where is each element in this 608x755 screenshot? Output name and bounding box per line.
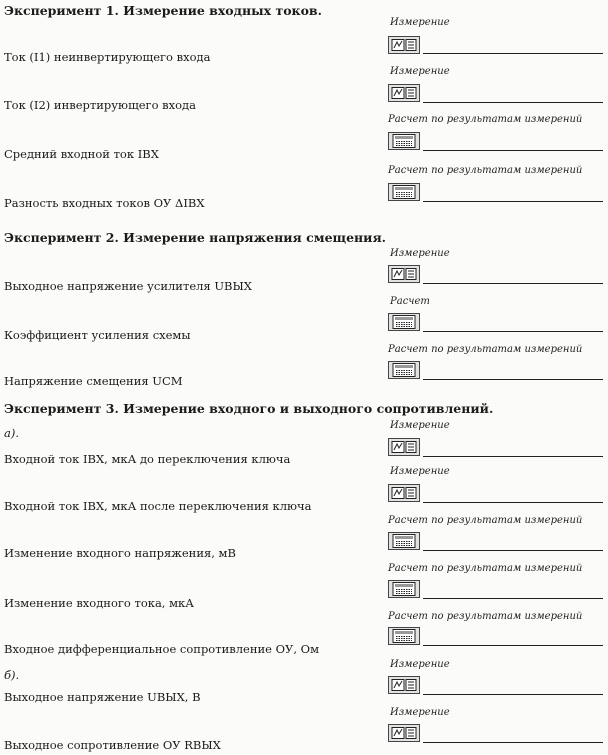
gain-input-field[interactable] bbox=[423, 331, 603, 332]
output-resistance-input-field[interactable] bbox=[423, 742, 603, 743]
output-resistance-label: Выходное сопротивление ОУ RВЫХ bbox=[4, 738, 221, 752]
calculator-icon bbox=[389, 362, 419, 378]
measure-caption: Измерение bbox=[390, 659, 450, 670]
i1-input-field[interactable] bbox=[423, 53, 603, 54]
measure-instrument-button[interactable] bbox=[388, 724, 420, 742]
calc-instrument-button[interactable] bbox=[388, 532, 420, 550]
input-current-after-label: Входной ток IВХ, мкА после переключения ключа bbox=[4, 499, 312, 513]
measure-caption: Измерение bbox=[390, 66, 450, 77]
calc-instrument-button[interactable] bbox=[388, 183, 420, 201]
calculator-icon bbox=[389, 533, 419, 549]
experiment1-title: Эксперимент 1. Измерение входных токов. bbox=[4, 3, 322, 18]
multimeter-icon bbox=[389, 266, 419, 282]
calculator-icon bbox=[389, 133, 419, 149]
calculator-icon bbox=[389, 628, 419, 644]
experiment2-title: Эксперимент 2. Измерение напряжения смещения. bbox=[4, 230, 387, 245]
calc-caption: Расчет по результатам измерений bbox=[388, 165, 583, 176]
experiment3-title: Эксперимент 3. Измерение входного и выходного сопротивлений. bbox=[4, 401, 494, 416]
i2-label: Ток (I2) инвертирующего входа bbox=[4, 98, 196, 112]
calc-caption: Расчет bbox=[390, 296, 430, 307]
calc-instrument-button[interactable] bbox=[388, 627, 420, 645]
output-voltage-label: Выходное напряжение усилителя UВЫХ bbox=[4, 279, 252, 293]
part-b-label: б). bbox=[4, 668, 20, 682]
calc-instrument-button[interactable] bbox=[388, 313, 420, 331]
calc-instrument-button[interactable] bbox=[388, 361, 420, 379]
measure-caption: Измерение bbox=[390, 248, 450, 259]
multimeter-icon bbox=[389, 485, 419, 501]
gain-label: Коэффициент усиления схемы bbox=[4, 328, 191, 342]
measure-instrument-button[interactable] bbox=[388, 84, 420, 102]
input-voltage-change-label: Изменение входного напряжения, мВ bbox=[4, 546, 236, 560]
input-current-change-label: Изменение входного тока, мкА bbox=[4, 596, 194, 610]
calc-caption: Расчет по результатам измерений bbox=[388, 515, 583, 526]
calculator-icon bbox=[389, 581, 419, 597]
calc-caption: Расчет по результатам измерений bbox=[388, 114, 583, 125]
multimeter-icon bbox=[389, 37, 419, 53]
multimeter-icon bbox=[389, 677, 419, 693]
measure-caption: Измерение bbox=[390, 420, 450, 431]
diff-resistance-input-field[interactable] bbox=[423, 645, 603, 646]
measure-instrument-button[interactable] bbox=[388, 265, 420, 283]
measure-caption: Измерение bbox=[390, 707, 450, 718]
input-current-change-input-field[interactable] bbox=[423, 598, 603, 599]
measure-caption: Измерение bbox=[390, 17, 450, 28]
offset-voltage-input-field[interactable] bbox=[423, 379, 603, 380]
multimeter-icon bbox=[389, 439, 419, 455]
multimeter-icon bbox=[389, 725, 419, 741]
calculator-icon bbox=[389, 314, 419, 330]
calc-caption: Расчет по результатам измерений bbox=[388, 563, 583, 574]
input-voltage-change-input-field[interactable] bbox=[423, 550, 603, 551]
output-voltage-b-label: Выходное напряжение UВЫХ, В bbox=[4, 690, 201, 704]
i1-label: Ток (I1) неинвертирующего входа bbox=[4, 50, 211, 64]
current-diff-input-field[interactable] bbox=[423, 201, 603, 202]
calc-caption: Расчет по результатам измерений bbox=[388, 344, 583, 355]
measure-caption: Измерение bbox=[390, 466, 450, 477]
multimeter-icon bbox=[389, 85, 419, 101]
measure-instrument-button[interactable] bbox=[388, 484, 420, 502]
measure-instrument-button[interactable] bbox=[388, 36, 420, 54]
avg-current-input-field[interactable] bbox=[423, 150, 603, 151]
input-current-before-label: Входной ток IВХ, мкА до переключения ключа bbox=[4, 452, 291, 466]
calculator-icon bbox=[389, 184, 419, 200]
input-current-before-input-field[interactable] bbox=[423, 456, 603, 457]
calc-caption: Расчет по результатам измерений bbox=[388, 611, 583, 622]
calc-instrument-button[interactable] bbox=[388, 132, 420, 150]
output-voltage-input-field[interactable] bbox=[423, 283, 603, 284]
diff-resistance-label: Входное дифференциальное сопротивление ОУ, Ом bbox=[4, 642, 320, 656]
part-a-label: а). bbox=[4, 426, 19, 440]
measure-instrument-button[interactable] bbox=[388, 676, 420, 694]
i2-input-field[interactable] bbox=[423, 102, 603, 103]
calc-instrument-button[interactable] bbox=[388, 580, 420, 598]
input-current-after-input-field[interactable] bbox=[423, 502, 603, 503]
current-diff-label: Разность входных токов ОУ ΔIВХ bbox=[4, 196, 205, 210]
avg-current-label: Средний входной ток IВХ bbox=[4, 147, 159, 161]
output-voltage-b-input-field[interactable] bbox=[423, 694, 603, 695]
offset-voltage-label: Напряжение смещения UСМ bbox=[4, 374, 183, 388]
measure-instrument-button[interactable] bbox=[388, 438, 420, 456]
